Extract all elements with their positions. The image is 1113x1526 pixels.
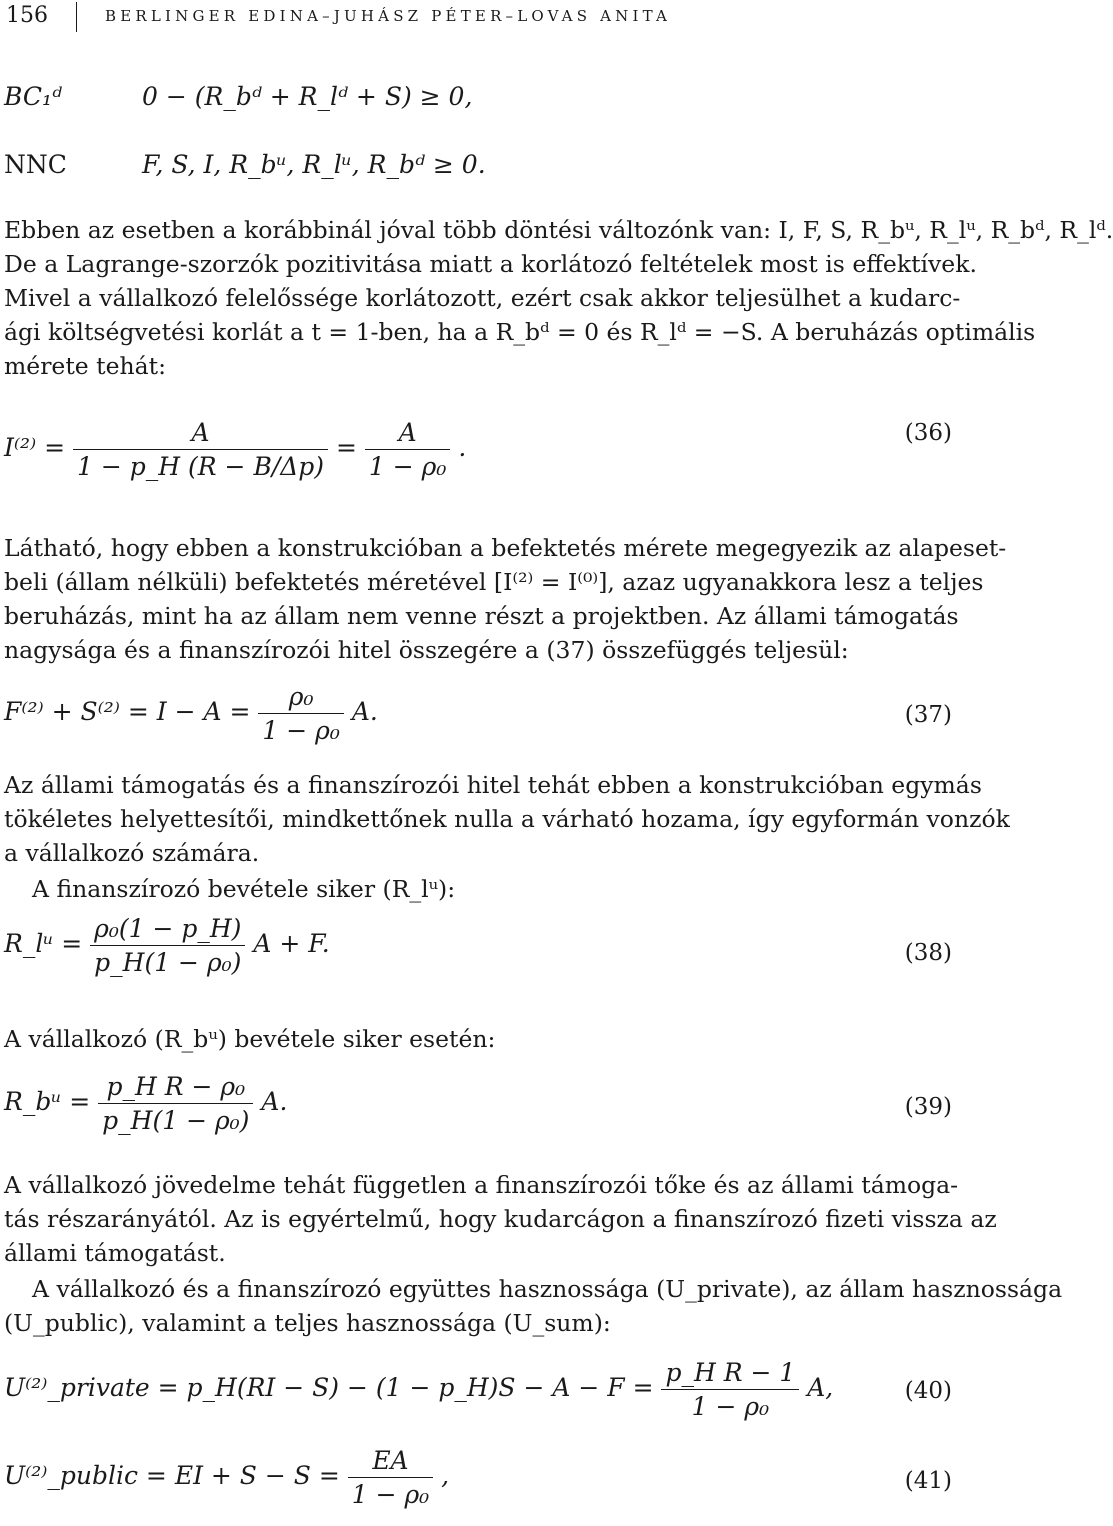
text-line: mérete tehát: — [4, 352, 167, 380]
equation-39 — [4, 1072, 956, 1160]
fraction — [258, 682, 343, 745]
equation-tail: A. — [261, 1087, 288, 1116]
text-line: állami támogatást. — [4, 1239, 226, 1267]
fraction-denominator: 1 − p_H (R − B/Δp) — [77, 452, 325, 481]
fraction-denominator: 1 − ρ₀ — [368, 452, 447, 481]
equation-number: (38) — [904, 940, 952, 966]
equation-41 — [4, 1446, 956, 1524]
fraction-denominator: p_H(1 − ρ₀) — [102, 1106, 250, 1135]
fraction-numerator: p_H R − 1 — [665, 1358, 796, 1387]
equation-37 — [4, 682, 956, 766]
equation-number: (36) — [904, 420, 952, 446]
fraction-bar — [661, 1389, 799, 1390]
equation-number: (40) — [904, 1378, 952, 1404]
text-line: beruházás, mint ha az állam nem venne részt a projektben. Az állami támogatás — [4, 602, 959, 630]
text-line: Látható, hogy ebben a konstrukcióban a befektetés mérete megegyezik az alapeset- — [4, 534, 1007, 562]
text-line: A vállalkozó (R_bᵘ) bevétele siker esetén: — [4, 1025, 496, 1053]
equation-tail: , — [441, 1461, 450, 1490]
text-line: A finanszírozó bevétele siker (R_lᵘ): — [32, 875, 456, 903]
fraction-numerator: A — [398, 418, 417, 447]
equation-number: (41) — [904, 1468, 952, 1494]
fraction-numerator: p_H R − ρ₀ — [106, 1072, 246, 1101]
equation-lhs: F⁽²⁾ + S⁽²⁾ = I − A = — [4, 697, 251, 726]
text-line: tás részarányától. Az is egyértelmű, hogy kudarcágon a finanszírozó fizeti vissza az — [4, 1205, 997, 1233]
equation-38 — [4, 914, 956, 1004]
equation-tail: A + F. — [253, 929, 330, 958]
fraction — [98, 1072, 253, 1135]
text-line: Mivel a vállalkozó felelőssége korlátozott, ezért csak akkor teljesülhet a kudarc- — [4, 284, 961, 312]
equals-sign: = — [336, 433, 357, 462]
constraint-bc1d — [4, 82, 956, 126]
page-number: 156 — [6, 3, 48, 28]
text-line: beli (állam nélküli) befektetés méretével [I⁽²⁾ = I⁽⁰⁾], azaz ugyanakkora lesz a teljes — [4, 568, 984, 596]
equation-tail: A. — [351, 697, 378, 726]
fraction-numerator: A — [191, 418, 210, 447]
fraction — [348, 1446, 433, 1509]
text-line: tökéletes helyettesítői, mindkettőnek nulla a várható hozama, így egyformán vonzók — [4, 805, 1010, 833]
fraction-denominator: 1 − ρ₀ — [691, 1392, 770, 1421]
constraint-nnc — [4, 150, 956, 194]
equation-lhs: U⁽²⁾_public = EI + S − S = — [4, 1461, 340, 1490]
text-line: nagysága és a finanszírozói hitel összegére a (37) összefüggés teljesül: — [4, 636, 849, 664]
constraint-expression: 0 − (R_bᵈ + R_lᵈ + S) ≥ 0, — [142, 82, 473, 111]
text-line: (U_public), valamint a teljes hasznossága (U_sum): — [4, 1309, 611, 1337]
equation-number: (37) — [904, 702, 952, 728]
equation-lhs: R_lᵘ = — [4, 929, 83, 958]
fraction-denominator: p_H(1 − ρ₀) — [94, 948, 242, 977]
constraint-label: BC₁ᵈ — [4, 82, 62, 111]
header-divider — [76, 2, 77, 32]
fraction-bar — [73, 449, 328, 450]
fraction-bar — [98, 1103, 253, 1104]
equation-number: (39) — [904, 1094, 952, 1120]
fraction-denominator: 1 − ρ₀ — [351, 1480, 430, 1509]
equation-40 — [4, 1358, 956, 1438]
text-line: ági költségvetési korlát a t = 1-ben, ha a R_bᵈ = 0 és R_lᵈ = −S. A beruházás optimális — [4, 318, 1036, 346]
equation-tail: A, — [807, 1373, 834, 1402]
fraction-bar — [258, 713, 343, 714]
text-line: Ebben az esetben a korábbinál jóval több döntési változónk van: I, F, S, R_bᵘ, R_lᵘ, R_bᵈ, R_lᵈ. — [4, 216, 1113, 244]
text-line: a vállalkozó számára. — [4, 839, 260, 867]
running-header — [4, 0, 960, 34]
equation-lhs: I⁽²⁾ = — [4, 433, 66, 462]
fraction — [90, 914, 245, 977]
equation-lhs: U⁽²⁾_private = p_H(RI − S) − (1 − p_H)S − A − F = — [4, 1373, 654, 1402]
fraction-bar — [365, 449, 450, 450]
equation-tail: . — [458, 433, 467, 462]
text-line: A vállalkozó jövedelme tehát független a finanszírozói tőke és az állami támoga- — [4, 1171, 959, 1199]
fraction — [661, 1358, 799, 1421]
fraction-numerator: EA — [372, 1446, 409, 1475]
text-line: De a Lagrange-szorzók pozitivitása miatt a korlátozó feltételek most is effektívek. — [4, 250, 977, 278]
fraction-denominator: 1 − ρ₀ — [262, 716, 340, 745]
fraction-numerator: ρ₀ — [288, 682, 314, 711]
equation-36 — [4, 400, 956, 518]
equation-lhs: R_bᵘ = — [4, 1087, 91, 1116]
text-line: A vállalkozó és a finanszírozó együttes hasznossága (U_private), az állam hasznossága — [32, 1275, 1063, 1303]
constraint-expression: F, S, I, R_bᵘ, R_lᵘ, R_bᵈ ≥ 0. — [142, 150, 486, 179]
running-head-authors: BERLINGER EDINA–JUHÁSZ PÉTER–LOVAS ANITA — [105, 7, 672, 25]
fraction-bar — [348, 1477, 433, 1478]
fraction — [73, 418, 328, 481]
fraction — [365, 418, 450, 481]
text-line: Az állami támogatás és a finanszírozói hitel tehát ebben a konstrukcióban egymás — [4, 771, 982, 799]
fraction-bar — [90, 945, 245, 946]
fraction-numerator: ρ₀(1 − p_H) — [94, 914, 242, 943]
constraint-label: NNC — [4, 150, 67, 179]
